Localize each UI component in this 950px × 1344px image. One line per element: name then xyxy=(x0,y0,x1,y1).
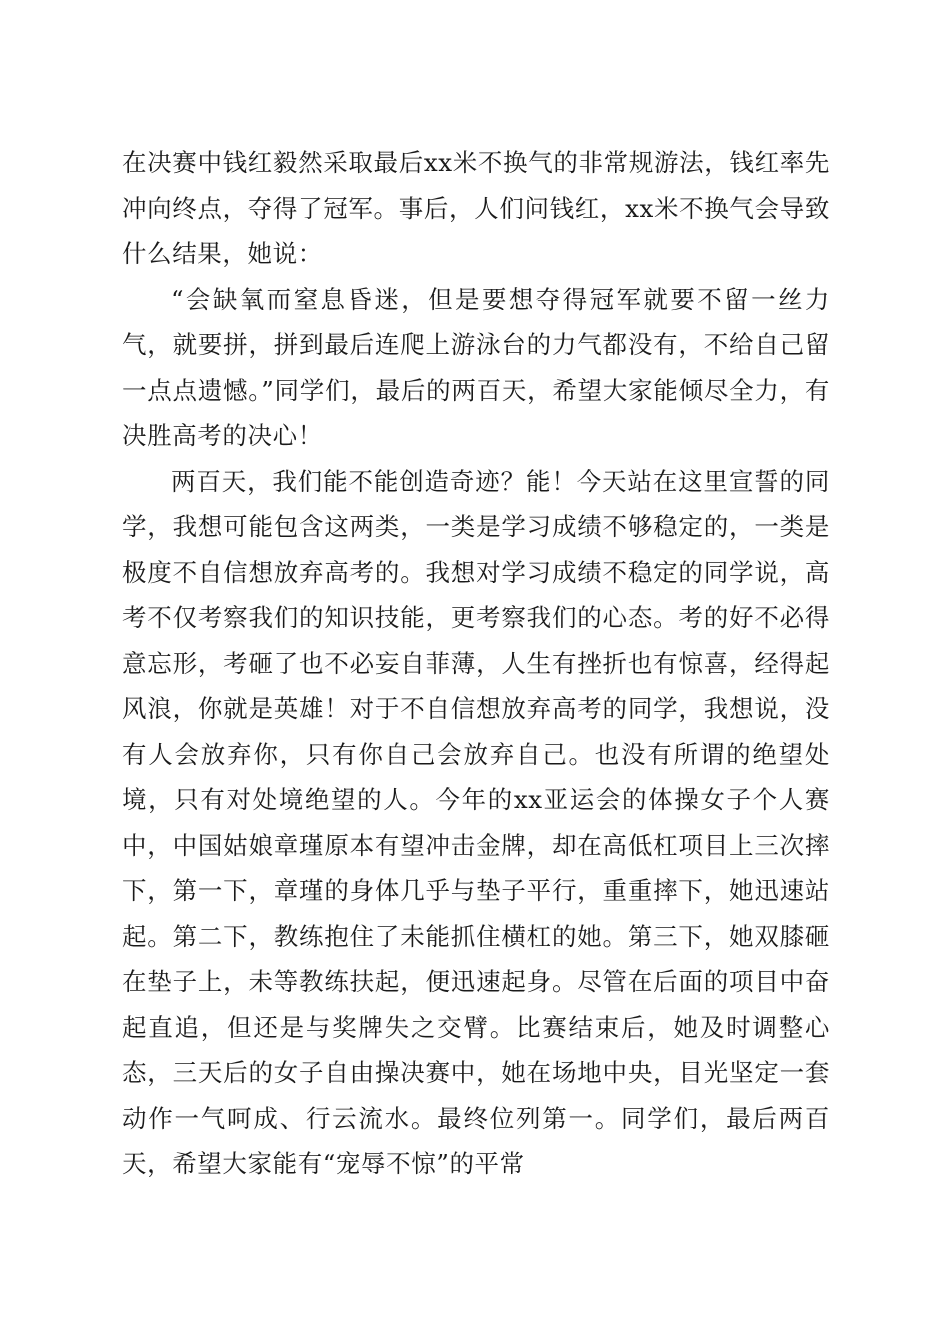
paragraph-1: 在决赛中钱红毅然采取最后xx米不换气的非常规游法，钱红率先冲向终点，夺得了冠军。事后，人们问钱红，xx米不换气会导致什么结果，她说： xyxy=(122,148,830,268)
paragraph-3: 两百天，我们能不能创造奇迹？能！今天站在这里宣誓的同学，我想可能包含这两类，一类是学习成绩不够稳定的，一类是极度不自信想放弃高考的。我想对学习成绩不稳定的同学说，高考不仅考察我们的知识技能，更考察我们的心态。考的好不必得意忘形，考砸了也不必妄自菲薄，人生有挫折也有惊喜，经得起风浪，你就是英雄！对于不自信想放弃高考的同学，我想说，没有人会放弃你，只有你自己会放弃自己。也没有所谓的绝望处境，只有对处境绝望的人。今年的xx亚运会的体操女子个人赛中，中国姑娘章瑾原本有望冲击金牌，却在高低杠项目上三次摔下，第一下，章瑾的身体几乎与垫子平行，重重摔下，她迅速站起。第二下，教练抱住了未能抓住横杠的她。第三下，她双膝砸在垫子上，未等教练扶起，便迅速起身。尽管在后面的项目中奋起直追，但还是与奖牌失之交臂。比赛结束后，她及时调整心态，三天后的女子自由操决赛中，她在场地中央，目光坚定一套动作一气呵成、行云流水。最终位列第一。同学们，最后两百天，希望大家能有“宠辱不惊”的平常 xyxy=(122,466,830,1178)
body-text xyxy=(122,140,830,1187)
paragraph-2: “会缺氧而窒息昏迷，但是要想夺得冠军就要不留一丝力气，就要拼，拼到最后连爬上游泳台的力气都没有，不给自己留一点点遗憾。”同学们，最后的两百天，希望大家能倾尽全力，有决胜高考的决心！ xyxy=(122,284,830,450)
